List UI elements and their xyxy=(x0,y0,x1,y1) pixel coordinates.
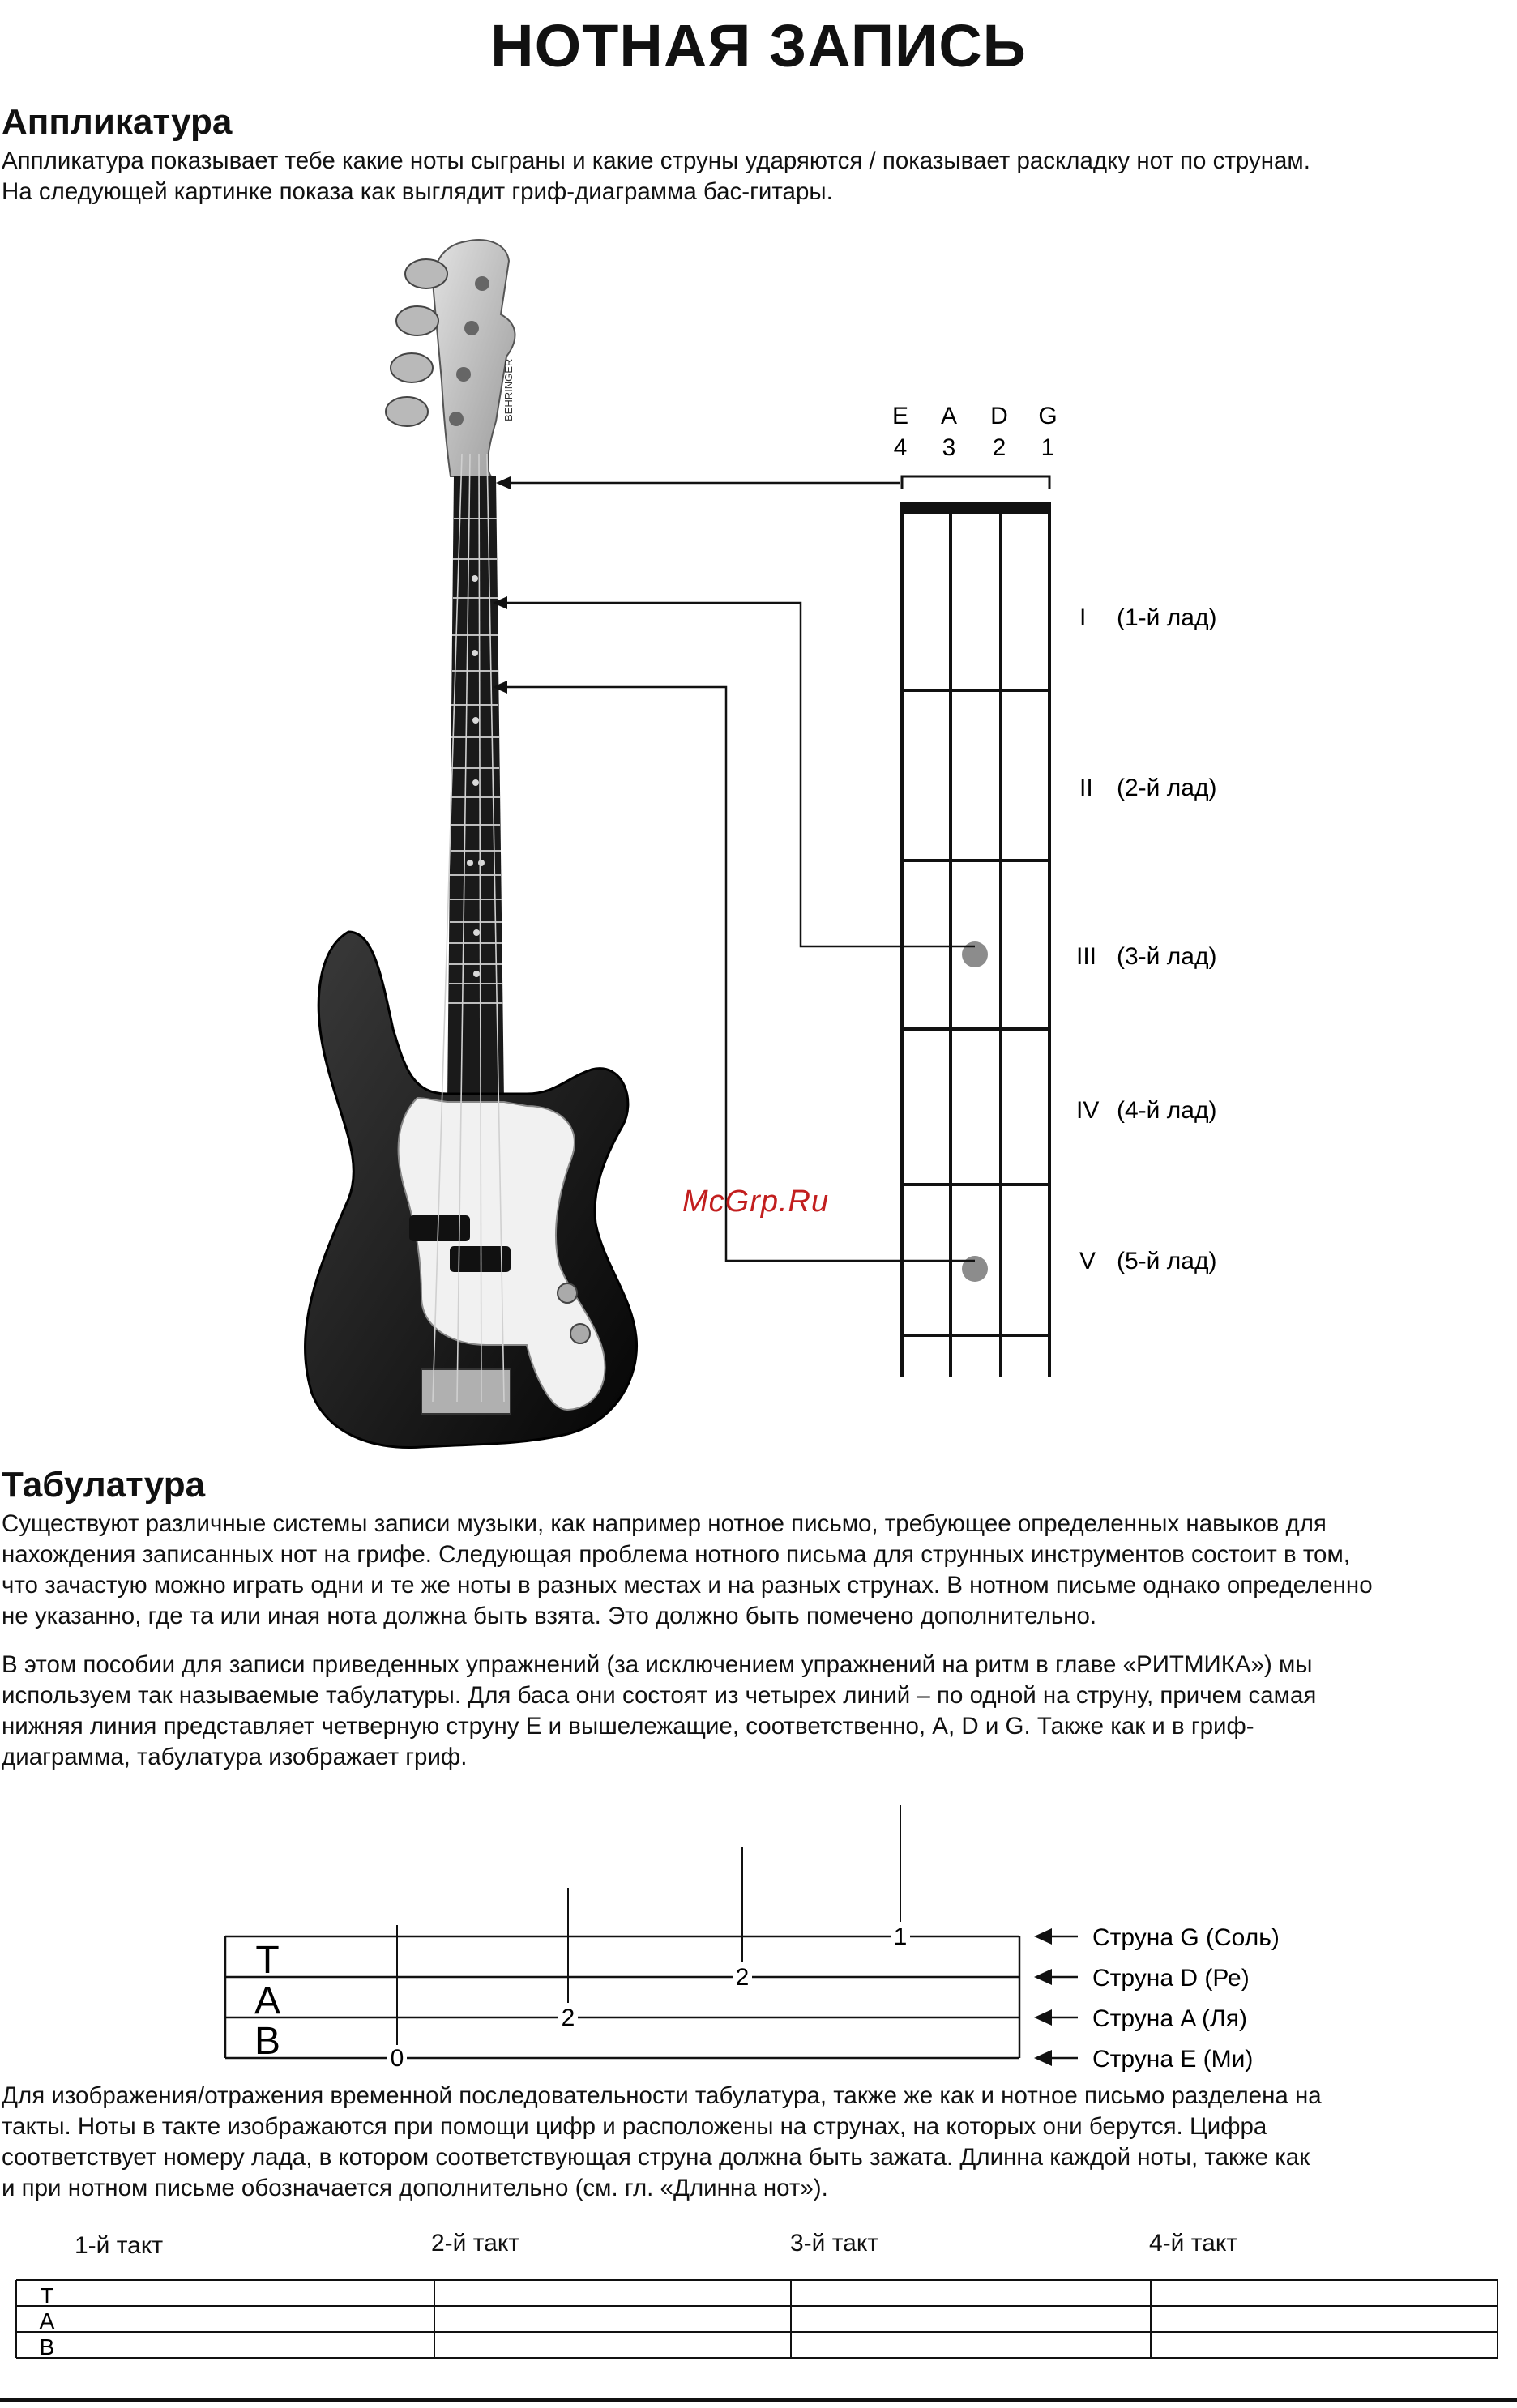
fret-roman: IV xyxy=(1076,1097,1100,1124)
control-knob xyxy=(570,1324,590,1343)
text-line: нахождения записанных нот на грифе. Следующая проблема нотного письма для струнных инструментов состоит в том, xyxy=(2,1541,1350,1568)
tab-note: 0 xyxy=(390,2045,404,2072)
fret-roman: II xyxy=(1079,775,1093,801)
pickup xyxy=(409,1215,470,1241)
fret-nut xyxy=(900,502,1051,514)
measures-clef-a: A xyxy=(39,2308,55,2333)
tab-note: 2 xyxy=(561,2005,575,2031)
string-number: 4 xyxy=(893,434,908,461)
text-line: На следующей картинке показа как выглядит гриф-диаграмма бас-гитары. xyxy=(2,178,833,205)
fret-label: (5-й лад) xyxy=(1117,1248,1217,1274)
bass-guitar-image xyxy=(306,240,637,1447)
fingering-paragraph xyxy=(2,146,1514,207)
note-stems xyxy=(397,1805,900,2045)
text-line: что зачастую можно играть одни и те же ноты в разных местах и на разных струнах. В нотном письме однако определенно xyxy=(2,1572,1373,1599)
arrow-fret-3 xyxy=(502,603,975,946)
text-line: В этом пособии для записи приведенных упражнений (за исключением упражнений на ритм в главе «РИТМИКА») мы xyxy=(2,1651,1313,1678)
measures-tab xyxy=(0,2269,1517,2408)
string-label-g: Струна G (Соль) xyxy=(1092,1924,1280,1951)
text-line: такты. Ноты в такте изображаются при помощи цифр и расположены на струнах, на которых они берутся. Цифра xyxy=(2,2113,1267,2140)
text-line: Аппликатура показывает тебе какие ноты сыграны и какие струны ударяются / показывает раскладку нот по струнам. xyxy=(2,147,1310,174)
fret-label: (2-й лад) xyxy=(1117,775,1217,801)
tab-note: 2 xyxy=(735,1964,750,1991)
diagram-strings xyxy=(902,502,1049,1377)
fretboard-neck xyxy=(447,476,504,1102)
string-label-a: Струна A (Ля) xyxy=(1092,2005,1247,2032)
fret-label: (4-й лад) xyxy=(1117,1097,1217,1124)
diagram-frets xyxy=(900,690,1051,1335)
control-knob xyxy=(558,1283,577,1303)
measure-label-4: 4-й такт xyxy=(1149,2230,1238,2256)
tab-clef-a: A xyxy=(254,1979,281,2022)
text-line: диаграмма, табулатура изображает гриф. xyxy=(2,1744,468,1770)
string-label-arrow-shafts xyxy=(1050,1936,1078,2058)
section-heading-fingering: Аппликатура xyxy=(2,102,233,142)
measures-paragraph xyxy=(2,2081,1514,2204)
measure-label-3: 3-й такт xyxy=(790,2230,879,2256)
section-heading-tablature: Табулатура xyxy=(2,1465,206,1505)
string-number: 1 xyxy=(1041,434,1055,461)
fret-label: (1-й лад) xyxy=(1117,604,1217,631)
measures-clef-b: B xyxy=(39,2334,55,2359)
string-bracket xyxy=(902,476,1049,489)
string-letter: A xyxy=(940,403,958,429)
tab-clef-b: B xyxy=(254,2020,281,2063)
string-number: 3 xyxy=(942,434,956,461)
text-line: соответствует номеру лада, в котором соответствующая струна должна быть зажата. Длинна каждой ноты, также как xyxy=(2,2144,1310,2171)
measures-clef-t: T xyxy=(40,2283,54,2308)
page-title: НОТНАЯ ЗАПИСЬ xyxy=(490,12,1027,79)
tab-example xyxy=(0,1783,1517,2082)
string-letter: G xyxy=(1038,403,1058,429)
watermark: McGrp.Ru xyxy=(682,1185,830,1219)
fret-label: (3-й лад) xyxy=(1117,943,1217,970)
text-line: используем так называемые табулатуры. Для баса они состоят из четырех линий – по одной на струну, причем самая xyxy=(2,1682,1317,1709)
fingering-illustration xyxy=(0,227,1517,1467)
text-line: не указанно, где та или иная нота должна быть взята. Это должно быть помечено дополнительно. xyxy=(2,1603,1097,1629)
string-letter: E xyxy=(891,403,909,429)
string-label-arrows xyxy=(1034,1928,1052,2066)
tab-clef-t: T xyxy=(255,1939,280,1982)
fret-roman: III xyxy=(1076,943,1097,970)
tablature-paragraph-2 xyxy=(2,1650,1514,1773)
string-label-d: Струна D (Ре) xyxy=(1092,1965,1250,1992)
fret-diagram xyxy=(892,403,1216,1377)
string-number: 2 xyxy=(992,434,1006,461)
measure-label-2: 2-й такт xyxy=(431,2230,520,2256)
tab-note: 1 xyxy=(893,1923,908,1950)
measures-staff-lines xyxy=(16,2280,1498,2358)
string-label-e: Струна E (Ми) xyxy=(1092,2046,1254,2073)
measure-label-1: 1-й такт xyxy=(75,2232,164,2259)
tab-staff-lines xyxy=(225,1936,1019,2058)
bridge xyxy=(421,1369,511,1414)
tablature-paragraph-1 xyxy=(2,1509,1514,1632)
text-line: Существуют различные системы записи музыки, как например нотное письмо, требующее определенных навыков для xyxy=(2,1510,1327,1537)
string-letter: D xyxy=(990,403,1008,429)
text-line: нижняя линия представляет четверную струну E и вышележащие, соответственно, A, D и G. Также как и в гриф- xyxy=(2,1713,1254,1740)
text-line: и при нотном письме обозначается дополнительно (см. гл. «Длинна нот»). xyxy=(2,2175,828,2201)
fret-roman: V xyxy=(1079,1248,1096,1274)
text-line: Для изображения/отражения временной последовательности табулатура, также же как и нотное письмо разделена на xyxy=(2,2082,1322,2109)
headstock-brand: BEHRINGER xyxy=(502,358,515,421)
fret-roman: I xyxy=(1079,604,1087,631)
